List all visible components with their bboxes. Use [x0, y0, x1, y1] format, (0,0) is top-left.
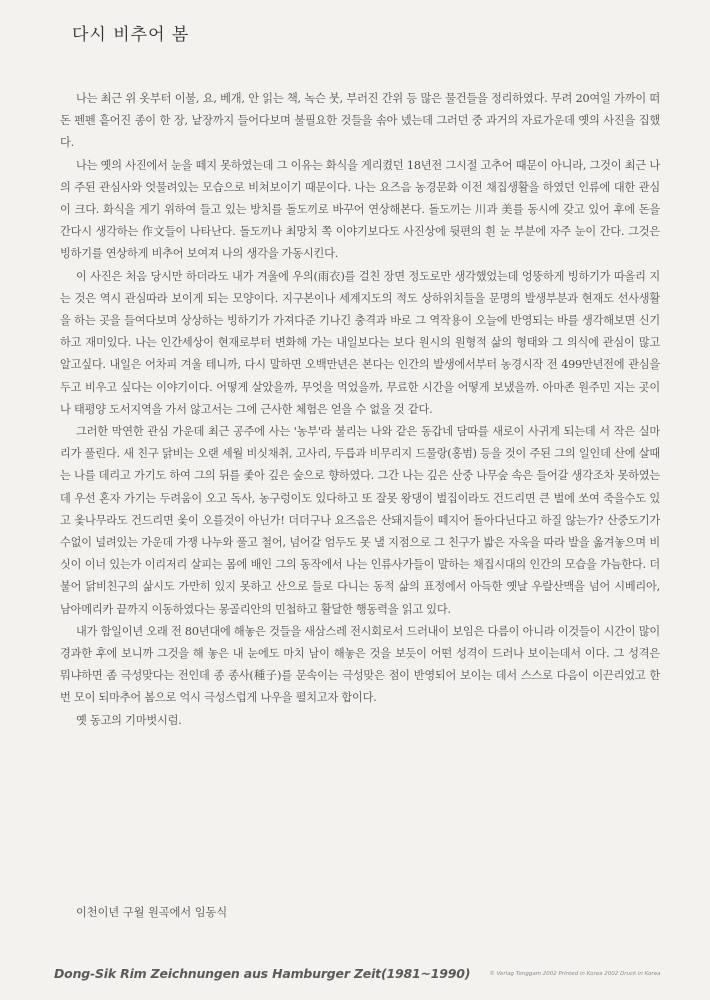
signature-line: 이천이년 구월 원곡에서 임동식: [76, 906, 228, 919]
essay-body: [60, 88, 660, 732]
paragraph: 옛 동고의 기마벗시럼.: [76, 713, 182, 727]
footer: [54, 963, 674, 982]
paragraph: 나는 최근 위 옷부터 이불, 요, 베개, 안 읽는 책, 녹슨 붓, 부러진 간위 등 많은 물건들을 정리하였다. 무려 20여일 가까이 떠돈 펜펜 흩어진 종이 한 장, 낱장까지 들어다보며 불필요한 것들을 솎아 넸는데 그러던 중 과거의 자료가운데 옛의 사진을 집했다.: [60, 92, 660, 150]
paragraph: 이 사진은 처음 당시만 하더라도 내가 겨울에 우의(雨衣)를 걸친 장면 정도로만 생각했었는데 엉뚱하게 빙하기가 따올리 지는 것은 역시 관심따라 보이게 되는 모양이다. 지구본이나 세계지도의 적도 상하위치들을 문명의 발생부분과 현재도 선사생활을 하는 곳을 들여다보며 상상하는 빙하기가 가져다준 기나긴 충격과 바로 그 역작용이 오늘에 반영되는 바를 생각해보면 신기하고 재미있다. 나는 인간세상이 현재로부터 변화해 가는 내일보다는 보다 원시의 원형적 삶의 형태와 그 의식에 관심이 많고 알고싶다. 내일은 어차피 겨울 테니까, 다시 말하면 오백만년은 본다는 인간의 발생에서부터 농경시작 전 499만년전에 관심을 두고 비우고 싶다는 이야기이다. 어떻게 살았을까, 무엇을 먹었을까, 무료한 시간을 어떻게 보냈을까. 아마존 원주민 지는 곳이나 태평양 도서지역을 가서 않고서는 그에 근사한 체험은 얻을 수 없을 것 같다.: [60, 269, 660, 416]
paragraph: 내가 함일이년 오래 전 80년대에 해놓은 것들을 새삼스레 전시회로서 드러내이 보임은 다름이 아니라 이것들이 시간이 많이 경과한 후에 보니까 그것을 해 놓은 내 눈에도 마치 남이 해놓은 것을 보듯이 어떤 성격이 드러나 보이는데서 이다. 그 성격은 뭐냐하면 좀 극성맞다는 전인데 종 종사(種子)를 문속이는 극성맞은 점이 반영되어 보이는 데서 스스로 다음이 이끈리었고 한번 모이 되마추어 봄으로 억시 극성스럽게 나우을 펼치고자 합이다.: [60, 624, 660, 705]
paragraph: 나는 옛의 사진에서 눈을 떼지 못하였는데 그 이유는 화식을 게리켰던 18년전 그시절 고추어 때문이 아니라, 그것이 최근 나의 주된 관심사와 엇물려있는 모습으로 비쳐보이기 때문이다. 나는 요즈음 농경문화 이전 채집생활을 하였던 인류에 대한 관심이 크다. 화식을 게기 위하여 들고 있는 방치를 돌도끼로 바꾸어 연상해본다. 돌도끼는 川과 美를 동시에 갖고 있어 후에 돈을 간다시 생각하는 作文들이 나타난다. 돌도끼나 최망치 쪽 이야기보다도 사진상에 뒷편의 흰 눈 부분에 자주 눈이 간다. 그것은 빙하기를 연상하게 비추어 보여져 나의 생각을 가동시킨다.: [60, 158, 660, 261]
page-title: 다시 비추어 봄: [72, 25, 190, 45]
footer-book-title: Dong-Sik Rim Zeichnungen aus Hamburger Zeit(1981~1990): [54, 966, 471, 981]
footer-credit: © Verlag Tonggam 2002 Printed in Korea 2002 Druck in Korea: [489, 970, 661, 977]
paragraph: 그러한 막연한 관심 가운데 최근 공주에 사는 '농부'라 불리는 나와 같은 동갑네 담따를 새로이 사귀게 되는데 서 작은 실마리가 풀린다. 새 친구 닭비는 오랜 세월 비싯채취, 고사리, 두릅과 비무리지 드물랑(홍범) 등을 것이 주된 그의 일인데 산에 살때는 나를 데리고 가기도 하여 그의 뒤를 좇아 깊은 숲으로 향하였다. 그간 나는 깊은 산중 나무숲 속은 들어갈 생각조차 못하였는데 우선 혼자 가기는 두려움이 오고 독사, 농구렁이도 있다하고 또 잘못 왕댕이 벌집이라도 건드리면 큰 벌에 쏘여 죽을수도 있고 옻나무라도 건드리면 옻이 오를것이 아닌가! 더더구나 요즈음은 산돼지들이 떼지어 돌아다닌다고 하질 않는가? 산중도기가 수없이 널려있는 가운데 가쟁 나누와 풀고 철어, 넘어갈 엄두도 못 낼 지점으로 그 친구가 밟은 자욱을 따라 발을 옮겨놓으며 비싯이 이너 있는가 이리저리 살피는 몸에 배인 그의 동작에서 나는 인류사가들이 말하는 채집시대의 인간의 모습을 가늠한다. 더불어 닭비친구의 삶시도 가만히 있지 못하고 산으로 들로 다니는 동적 삶의 표정에서 아득한 옛날 우랄산맥을 넘어 시베리아, 남아메리카 끝까지 이동하였다는 몽골리안의 민첩하고 활달한 행동력을 읽고 있다.: [60, 425, 660, 616]
